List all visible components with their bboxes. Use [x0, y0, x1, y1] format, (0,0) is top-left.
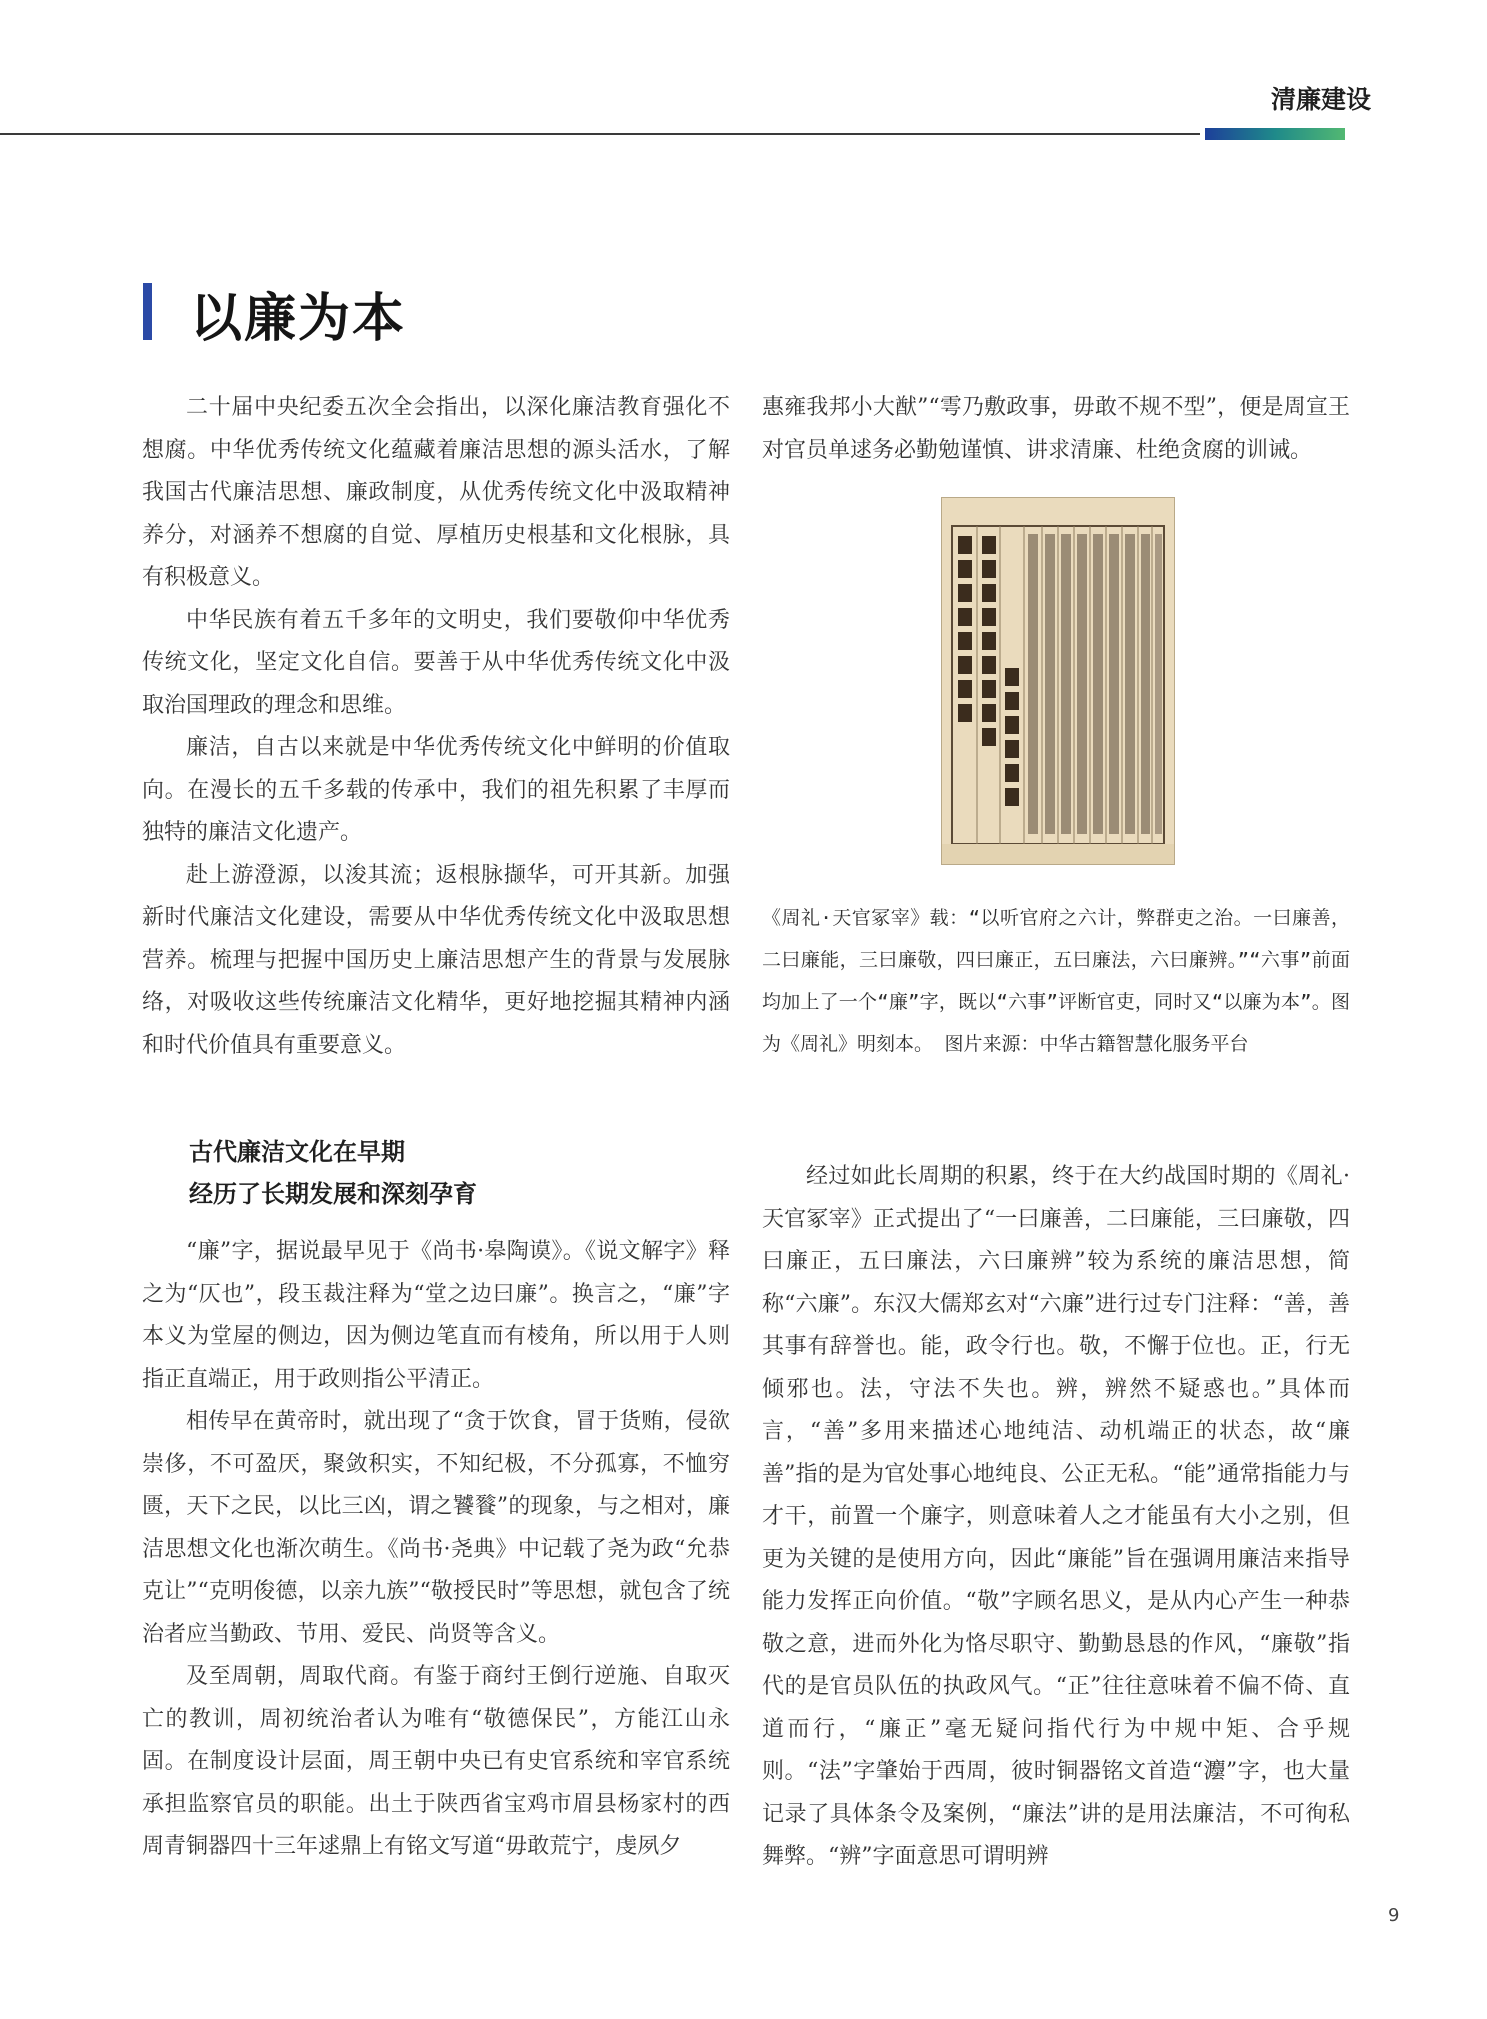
intro-paragraph: 二十届中央纪委五次全会指出，以深化廉洁教育强化不想腐。中华优秀传统文化蕴藏着廉洁思想的源头活水，了解我国古代廉洁思想、廉政制度，从优秀传统文化中汲取精神养分，对涵养不想腐的自觉、厚植历史根基和文化根脉，具有积极意义。 [142, 395, 730, 590]
intro-paragraph: 中华民族有着五千多年的文明史，我们要敬仰中华优秀传统文化，坚定文化自信。要善于从中华优秀传统文化中汲取治国理政的理念和思维。 [142, 607, 730, 718]
right-top-column [762, 387, 1350, 472]
right-bottom-column [762, 1156, 1350, 1879]
body-paragraph: 及至周朝，周取代商。有鉴于商纣王倒行逆施、自取灭亡的教训，周初统治者认为唯有“敬德保民”，方能江山永固。在制度设计层面，周王朝中央已有史官系统和宰官系统承担监察官员的职能。出土于陕西省宝鸡市眉县杨家村的西周青铜器四十三年逑鼎上有铭文写道“毋敢荒宁，虔夙夕 [142, 1664, 730, 1859]
ancient-book-image [941, 497, 1175, 865]
header-accent-bar [1205, 128, 1345, 140]
continued-paragraph: 惠雍我邦小大猷”“雩乃敷政事，毋敢不规不型”，便是周宣王对官员单逑务必勤勉谨慎、讲求清廉、杜绝贪腐的训诫。 [762, 395, 1350, 463]
section-label: 清廉建设 [1270, 85, 1371, 114]
intro-column [142, 387, 730, 1067]
page-title: 以廉为本 [190, 289, 407, 349]
intro-paragraph: 赴上游澄源，以浚其流；返根脉撷华，可开其新。加强新时代廉洁文化建设，需要从中华优秀传统文化中汲取思想营养。梳理与把握中国历史上廉洁思想产生的背景与发展脉络，对吸收这些传统廉洁文化精华，更好地挖掘其精神内涵和时代价值具有重要意义。 [142, 862, 730, 1058]
body-paragraph: 经过如此长周期的积累，终于在大约战国时期的《周礼·天官冢宰》正式提出了“一曰廉善，二曰廉能，三曰廉敬，四曰廉正，五曰廉法，六曰廉辨”较为系统的廉洁思想，简称“六廉”。东汉大儒郑玄对“六廉”进行过专门注释：“善，善其事有辞誉也。能，政令行也。敬，不懈于位也。正，行无倾邪也。法，守法不失也。辨，辨然不疑惑也。”具体而言，“善”多用来描述心地纯洁、动机端正的状态，故“廉善”指的是为官处事心地纯良、公正无私。“能”通常指能力与才干，前置一个廉字，则意味着人之才能虽有大小之别，但更为关键的是使用方向，因此“廉能”旨在强调用廉洁来指导能力发挥正向价值。“敬”字顾名思义，是从内心产生一种恭敬之意，进而外化为恪尽职守、勤勤恳恳的作风，“廉敬”指代的是官员队伍的执政风气。“正”往往意味着不偏不倚、直道而行，“廉正”毫无疑问指代行为中规中矩、合乎规则。“法”字肇始于西周，彼时铜器铭文首造“灋”字，也大量记录了具体条令及案例，“廉法”讲的是用法廉洁，不可徇私舞弊。“辨”字面意思可谓明辨 [762, 1164, 1350, 1869]
section-heading-line: 古代廉洁文化在早期 [189, 1138, 405, 1166]
figure-caption: 《周礼·天官冢宰》载：“以听官府之六计，弊群吏之治。一曰廉善，二曰廉能，三曰廉敬，四曰廉正，五曰廉法，六曰廉辨。”“六事”前面均加上了一个“廉”字，既以“六事”评断官吏，同时又“以廉为本”。图为《周礼》明刻本。 图片来源：中华古籍智慧化服务平台 [762, 907, 1350, 1055]
left-bottom-column [142, 1231, 730, 1869]
page-number: 9 [1388, 1905, 1400, 1926]
book-page-illustration [942, 498, 1174, 864]
intro-paragraph: 廉洁，自古以来就是中华优秀传统文化中鲜明的价值取向。在漫长的五千多载的传承中，我们的祖先积累了丰厚而独特的廉洁文化遗产。 [142, 735, 730, 845]
body-paragraph: “廉”字，据说最早见于《尚书·皋陶谟》。《说文解字》释之为“仄也”，段玉裁注释为“堂之边曰廉”。换言之，“廉”字本义为堂屋的侧边，因为侧边笔直而有棱角，所以用于人则指正直端正，用于政则指公平清正。 [142, 1239, 730, 1392]
header-divider [0, 133, 1200, 135]
section-heading-line: 经历了长期发展和深刻孕育 [189, 1180, 477, 1208]
section-heading [189, 1131, 729, 1215]
body-paragraph: 相传早在黄帝时，就出现了“贪于饮食，冒于货贿，侵欲崇侈，不可盈厌，聚敛积实，不知纪极，不分孤寡，不恤穷匮，天下之民，以比三凶，谓之饕餮”的现象，与之相对，廉洁思想文化也渐次萌生。《尚书·尧典》中记载了尧为政“允恭克让”“克明俊德，以亲九族”“敬授民时”等思想，就包含了统治者应当勤政、节用、爱民、尚贤等含义。 [142, 1409, 730, 1647]
title-marker [143, 283, 152, 340]
